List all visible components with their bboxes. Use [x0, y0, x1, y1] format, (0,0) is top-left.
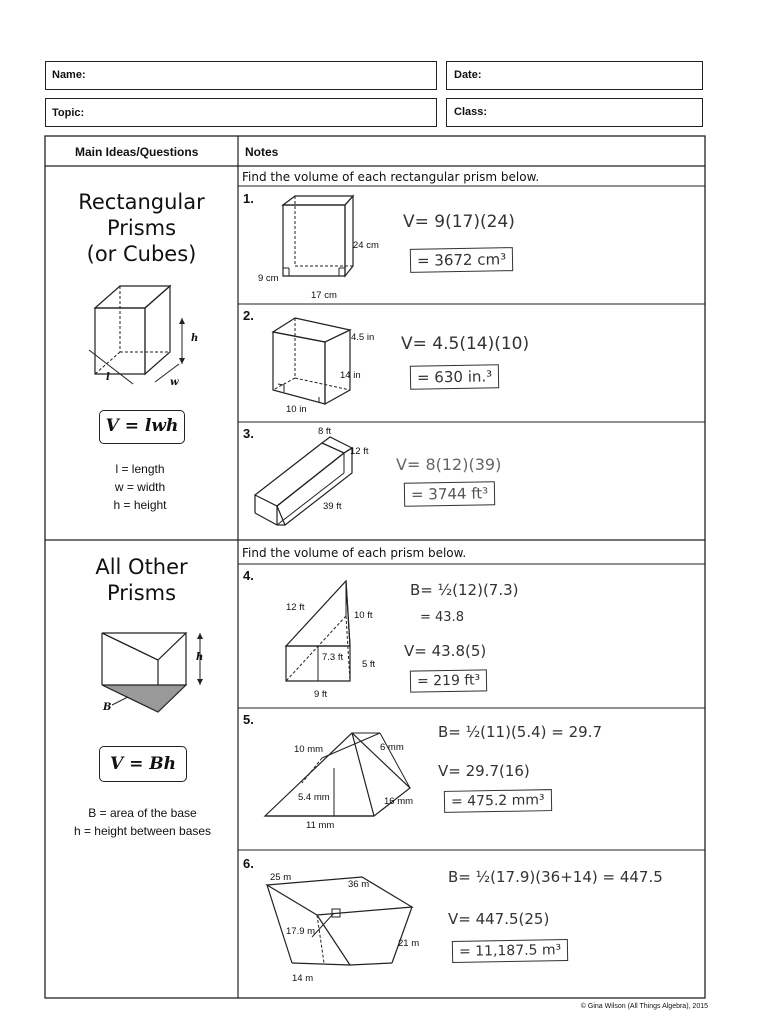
- problem-6-number: 6.: [243, 856, 254, 871]
- p3-length-label: 39 ft: [323, 501, 342, 512]
- p5-work-volume: V= 29.7(16): [438, 762, 530, 780]
- rect-legend: [70, 460, 210, 514]
- p2-work: V= 4.5(14)(10): [401, 334, 530, 354]
- section1-title-line2: Prisms: [106, 216, 177, 240]
- rect-volume-formula: V = lwh: [99, 410, 185, 444]
- p4-side-label: 12 ft: [286, 602, 305, 613]
- p6-bottom-label: 14 m: [292, 973, 314, 984]
- p3-top-label: 8 ft: [318, 426, 332, 437]
- col-main-ideas-header: Main Ideas/Questions: [75, 145, 199, 159]
- p6-work-base: B= ½(17.9)(36+14) = 447.5: [448, 868, 663, 886]
- legend-height-between-bases: h = height between bases: [73, 824, 212, 838]
- legend-width: w = width: [114, 480, 166, 494]
- section1-instruction: Find the volume of each rectangular prism below.: [242, 170, 540, 184]
- rect-diagram-w-label: w: [170, 377, 179, 388]
- section2-title-line1: All Other: [95, 555, 188, 579]
- section1-title-line3: (or Cubes): [86, 242, 197, 266]
- p3-work: V= 8(12)(39): [396, 455, 502, 474]
- date-label: Date:: [454, 69, 482, 81]
- copyright-footer: © Gina Wilson (All Things Algebra), 2015: [580, 1003, 708, 1010]
- section2-title: [45, 554, 238, 606]
- rect-prism-diagram: [85, 278, 205, 388]
- p2-height-label: 4.5 in: [351, 332, 375, 343]
- p4-work-volume: V= 43.8(5): [404, 642, 487, 660]
- p5-slant-label: 10 mm: [294, 744, 324, 755]
- p5-side-label: 6 mm: [380, 742, 404, 753]
- p4-work-base-result: = 43.8: [420, 610, 464, 625]
- triangular-prism-diagram: [98, 625, 218, 725]
- p5-work-base: B= ½(11)(5.4) = 29.7: [438, 723, 603, 741]
- p3-answer: = 3744 ft³: [404, 481, 496, 507]
- p6-top2-label: 36 m: [348, 879, 370, 890]
- problem-2-diagram: [270, 312, 380, 412]
- p4-prism-height-label: 5 ft: [362, 659, 376, 670]
- p2-width-label: 10 in: [286, 404, 307, 415]
- col-notes-header: Notes: [245, 145, 279, 159]
- rect-diagram-l-label: l: [106, 372, 110, 383]
- problem-4-diagram: [278, 578, 388, 688]
- p4-base-label: 9 ft: [314, 689, 328, 700]
- problem-5-number: 5.: [243, 712, 254, 727]
- tri-diagram-b-label: B: [103, 702, 112, 713]
- p2-answer: = 630 in.³: [410, 364, 500, 390]
- p6-top-label: 25 m: [270, 872, 292, 883]
- p3-side-label: 12 ft: [350, 446, 369, 457]
- problem-6-diagram: [262, 875, 422, 975]
- problem-2-number: 2.: [243, 308, 254, 323]
- p5-length-label: 16 mm: [384, 796, 414, 807]
- prism-volume-formula: V = Bh: [99, 746, 187, 782]
- legend-base-area: B = area of the base: [88, 806, 197, 820]
- p5-answer: = 475.2 mm³: [444, 789, 552, 813]
- section1-title: [45, 189, 238, 267]
- p1-work: V= 9(17)(24): [403, 212, 515, 232]
- legend-height: h = height: [113, 498, 167, 512]
- legend-length: l = length: [115, 462, 165, 476]
- p5-height-label: 5.4 mm: [298, 792, 330, 803]
- prism-legend: [50, 804, 235, 840]
- problem-4-number: 4.: [243, 568, 254, 583]
- section1-title-line1: Rectangular: [78, 190, 205, 214]
- p1-width-label: 9 cm: [258, 273, 279, 284]
- topic-label: Topic:: [52, 107, 85, 119]
- rect-diagram-h-label: h: [191, 333, 199, 344]
- p6-height-label: 17.9 m: [286, 926, 316, 937]
- p4-height-label: 7.3 ft: [322, 652, 344, 663]
- p1-length-label: 17 cm: [311, 290, 337, 301]
- problem-3-number: 3.: [243, 426, 254, 441]
- p6-answer: = 11,187.5 m³: [452, 939, 569, 963]
- p4-side2-label: 10 ft: [354, 610, 373, 621]
- tri-diagram-h-label: h: [196, 652, 204, 663]
- p6-work-volume: V= 447.5(25): [448, 910, 550, 928]
- p4-work-base: B= ½(12)(7.3): [410, 581, 519, 599]
- p1-answer: = 3672 cm³: [410, 247, 514, 273]
- problem-1-number: 1.: [243, 191, 254, 206]
- p4-answer: = 219 ft³: [410, 669, 488, 692]
- p1-height-label: 24 cm: [353, 240, 379, 251]
- p2-length-label: 14 in: [340, 370, 361, 381]
- class-label: Class:: [454, 106, 488, 118]
- section2-instruction: Find the volume of each prism below.: [242, 546, 467, 560]
- p6-length-label: 21 m: [398, 938, 420, 949]
- name-label: Name:: [52, 69, 86, 81]
- section2-title-line2: Prisms: [106, 581, 177, 605]
- p5-base-label: 11 mm: [306, 820, 335, 831]
